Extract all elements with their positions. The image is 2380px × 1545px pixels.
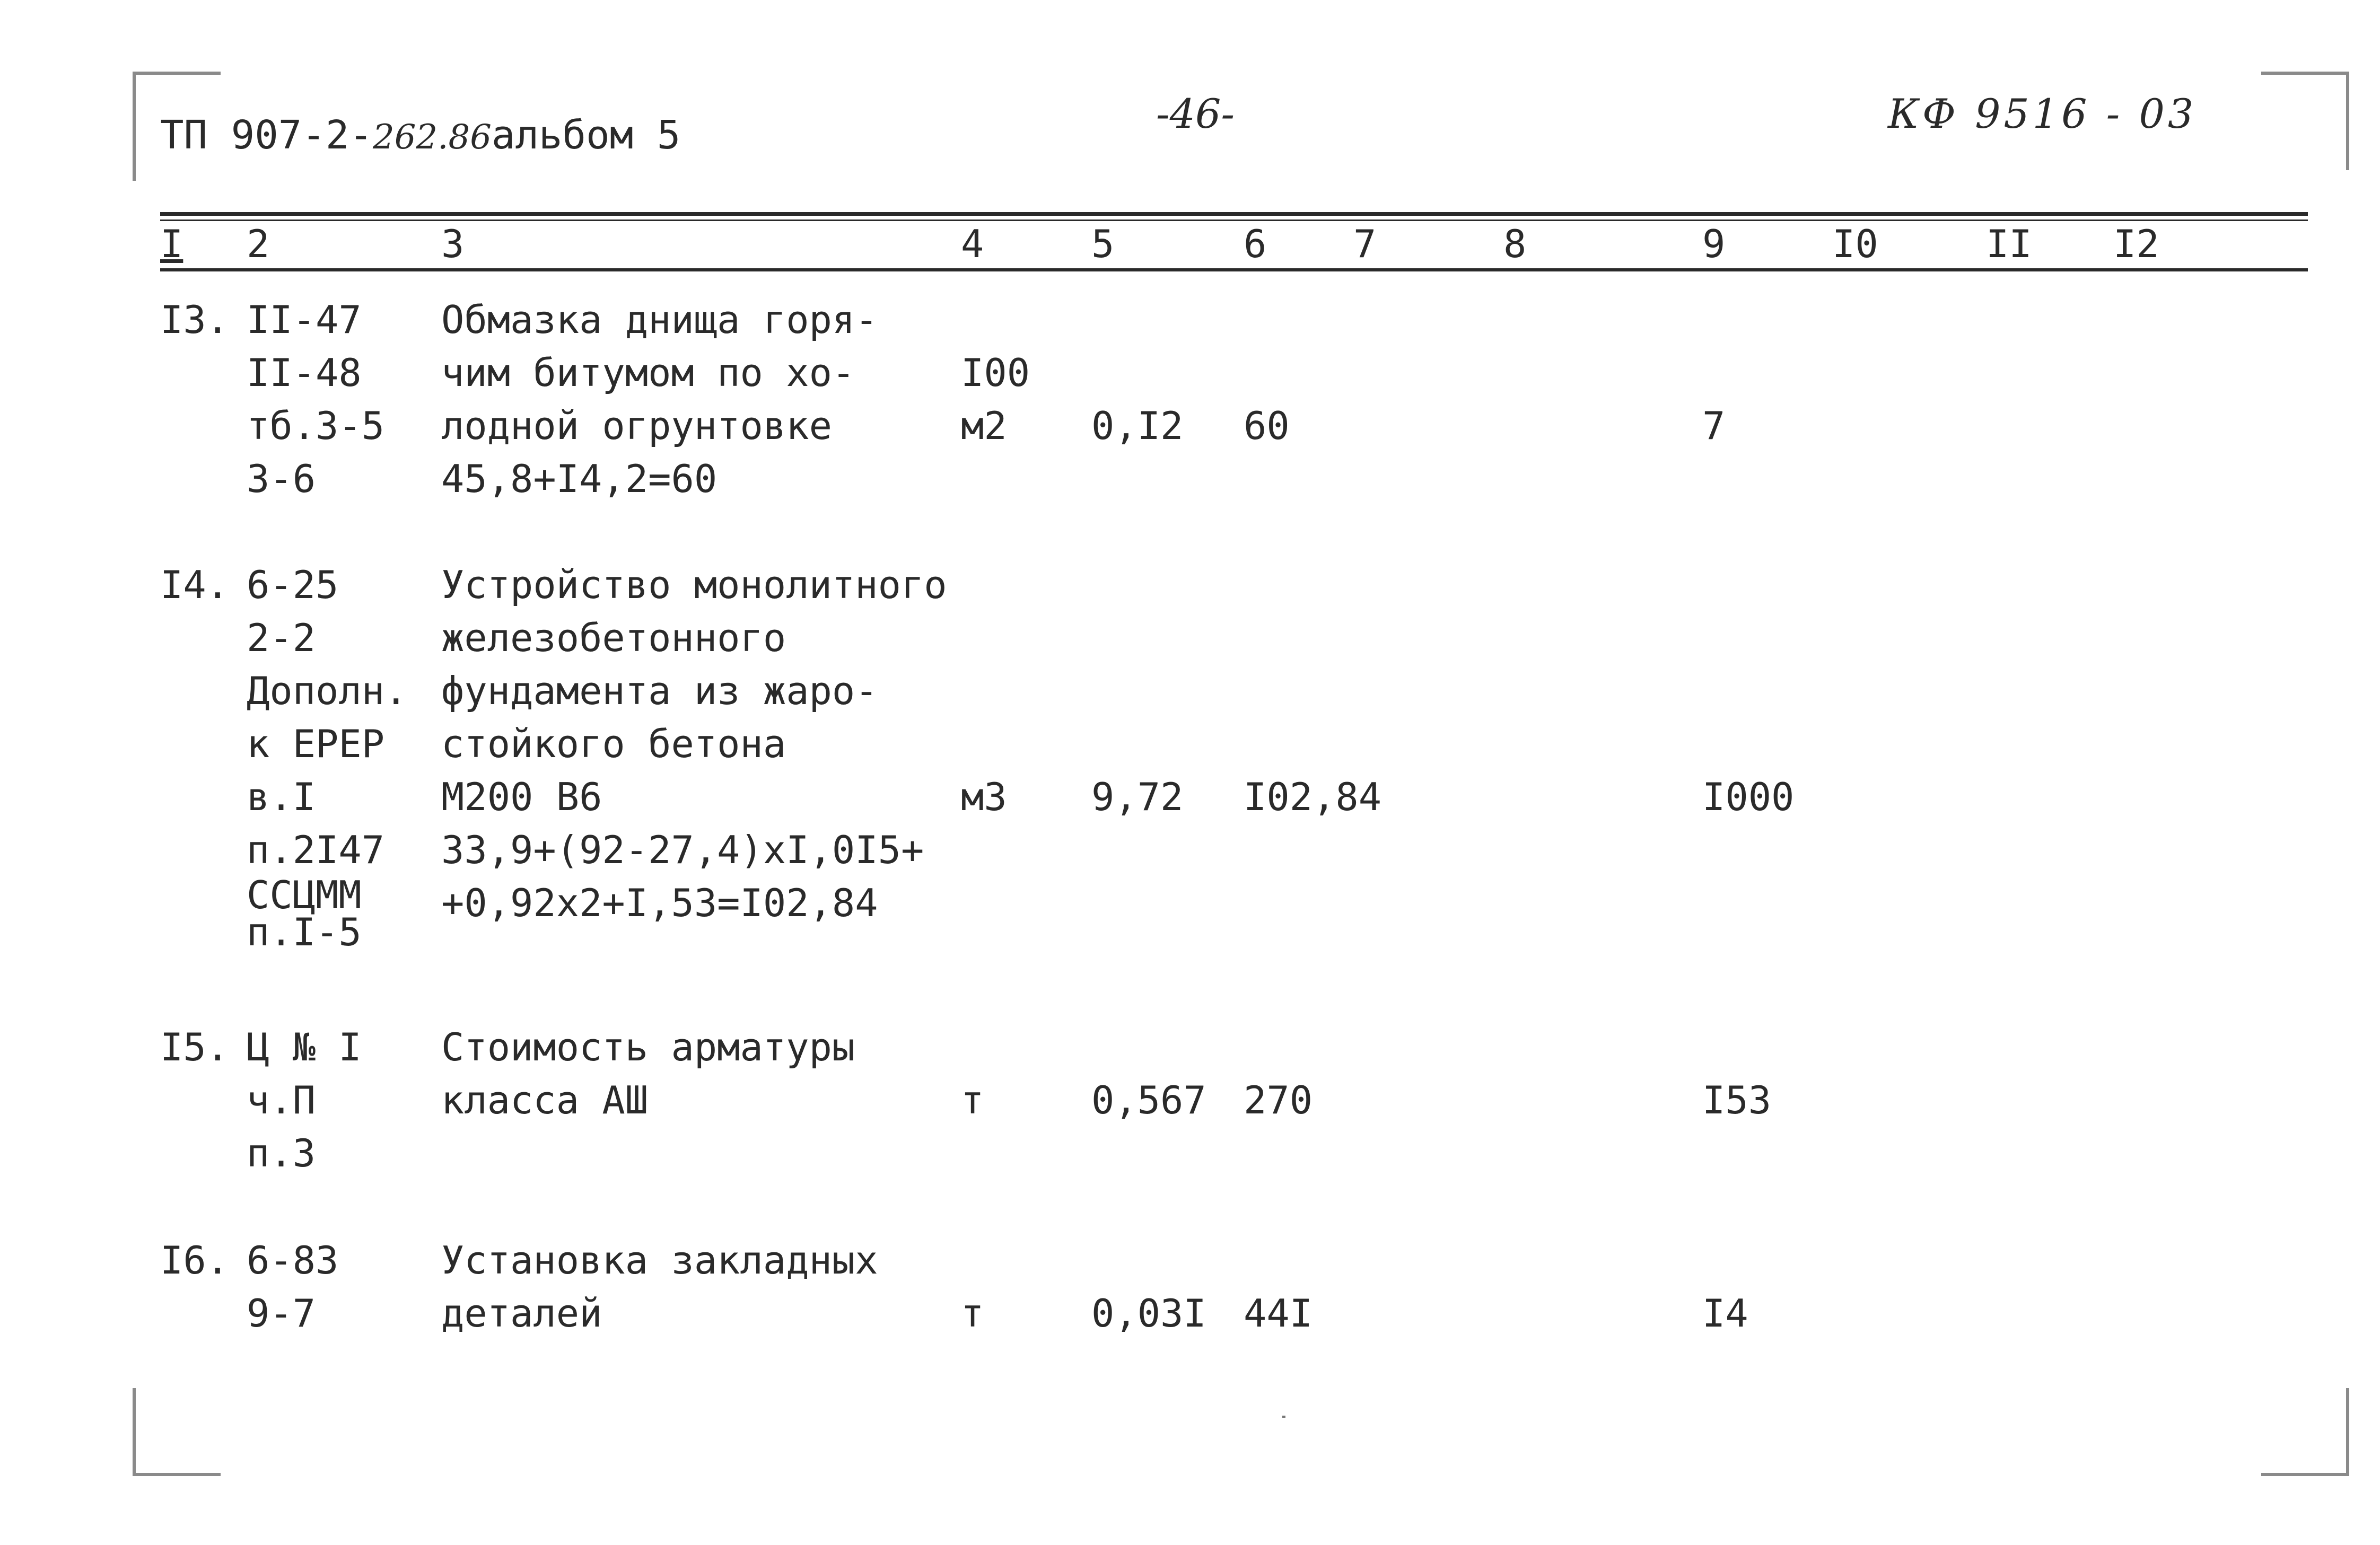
row-16-desc-line: Установка закладных <box>441 1238 878 1283</box>
row-15-desc-line: Стоимость арматуры <box>441 1025 855 1069</box>
row-16-total: I4 <box>1702 1291 1748 1336</box>
column-header-11: II <box>1986 222 2032 266</box>
row-15-code-line: п.3 <box>247 1131 316 1175</box>
row-16-code-line: 6-83 <box>247 1238 339 1283</box>
scan-speck <box>1282 1416 1285 1418</box>
row-14-code-line: п.2I47 <box>247 828 385 872</box>
document-code: КФ 9516 - 03 <box>1888 90 2197 137</box>
column-header-1: I <box>160 222 183 266</box>
row-14-desc-line: железобетонного <box>441 616 786 660</box>
row-13-desc-line: Обмазка днища горя- <box>441 297 878 342</box>
row-13-unit-line: м2 <box>961 403 1007 448</box>
row-13-desc-line: чим битумом по хо- <box>441 350 855 395</box>
row-14-desc-line: Устройство монолитного <box>441 563 947 607</box>
column-header-4: 4 <box>961 222 984 266</box>
row-14-price: I02,84 <box>1244 775 1382 819</box>
page-number: -46- <box>1156 90 1235 137</box>
row-14-code-line: п.I-5 <box>247 910 362 954</box>
row-15-desc-line: класса АШ <box>441 1078 649 1122</box>
row-14-code-line: Дополн. <box>247 669 408 713</box>
row-14-code-line: 2-2 <box>247 616 316 660</box>
doc-ref-handwritten: 262.86 <box>372 118 492 157</box>
column-header-8: 8 <box>1503 222 1527 266</box>
table-header-rule <box>160 268 2308 271</box>
row-16-number: I6. <box>160 1238 230 1283</box>
row-14-total: I000 <box>1702 775 1795 819</box>
row-15-unit: т <box>961 1078 984 1122</box>
row-14-desc-line: +0,92х2+I,53=I02,84 <box>441 881 878 925</box>
corner-mark-bottom-left <box>133 1388 221 1476</box>
row-13-unit <box>961 293 1030 452</box>
row-15-total: I53 <box>1702 1078 1772 1122</box>
corner-mark-bottom-right <box>2261 1388 2349 1476</box>
row-14-number: I4. <box>160 563 230 607</box>
row-15-code-line: Ц № I <box>247 1025 362 1069</box>
row-13-code-line: 3-6 <box>247 457 316 501</box>
column-header-6: 6 <box>1244 222 1267 266</box>
corner-mark-top-right <box>2261 72 2349 170</box>
row-16-code-line: 9-7 <box>247 1291 316 1336</box>
row-14-code-line: к ЕРЕР <box>247 722 385 766</box>
row-14-unit: м3 <box>961 775 1007 819</box>
row-15-code-line: ч.П <box>247 1078 316 1122</box>
row-15-codes <box>247 1021 362 1180</box>
row-14-codes <box>247 558 408 954</box>
row-14-quantity: 9,72 <box>1091 775 1184 819</box>
row-13-number: I3. <box>160 297 230 342</box>
table-top-rule <box>160 212 2308 216</box>
row-14-code-line: ССЦММ <box>247 873 362 917</box>
row-14-desc-line: 33,9+(92-27,4)хI,0I5+ <box>441 828 924 872</box>
row-16-codes <box>247 1234 338 1340</box>
row-15-quantity: 0,567 <box>1091 1078 1206 1122</box>
row-14-desc-line: фундамента из жаро- <box>441 669 878 713</box>
row-14-code-line: в.I <box>247 775 316 819</box>
row-16-unit: т <box>961 1291 984 1336</box>
column-header-7: 7 <box>1353 222 1377 266</box>
document-reference <box>160 112 680 158</box>
row-13-code-line: II-47 <box>247 297 362 342</box>
row-13-unit-line <box>961 293 1030 346</box>
row-16-desc-line: деталей <box>441 1291 602 1336</box>
row-13-unit-line: I00 <box>961 350 1030 395</box>
row-15-price: 270 <box>1244 1078 1313 1122</box>
row-14-description <box>441 558 947 929</box>
row-13-codes <box>247 293 384 505</box>
row-16-description <box>441 1234 878 1340</box>
row-14-code-line: 6-25 <box>247 563 339 607</box>
album-label: альбом 5 <box>491 112 681 158</box>
row-15-number: I5. <box>160 1025 230 1069</box>
column-header-2: 2 <box>247 222 270 266</box>
row-16-price: 44I <box>1244 1291 1313 1336</box>
row-13-price: 60 <box>1244 403 1290 448</box>
column-header-9: 9 <box>1702 222 1726 266</box>
table-top-rule-thin <box>160 220 2308 221</box>
column-header-10: I0 <box>1832 222 1878 266</box>
row-14-desc-line: стойкого бетона <box>441 722 786 766</box>
doc-ref: ТП 907-2- <box>160 112 373 158</box>
row-13-code-line: тб.3-5 <box>247 403 385 448</box>
row-14-desc-line: М200 В6 <box>441 775 602 819</box>
row-13-desc-line: 45,8+I4,2=60 <box>441 457 718 501</box>
row-13-description <box>441 293 878 505</box>
column-header-12: I2 <box>2113 222 2159 266</box>
row-15-description <box>441 1021 855 1127</box>
row-13-quantity: 0,I2 <box>1091 403 1184 448</box>
row-16-quantity: 0,03I <box>1091 1291 1206 1336</box>
column-header-5: 5 <box>1091 222 1115 266</box>
row-13-total: 7 <box>1702 403 1726 448</box>
row-13-code-line: II-48 <box>247 350 362 395</box>
column-header-3: 3 <box>441 222 465 266</box>
row-13-desc-line: лодной огрунтовке <box>441 403 832 448</box>
